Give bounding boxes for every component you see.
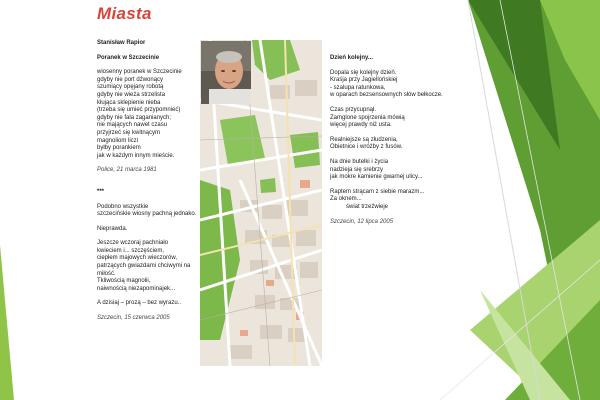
poem-line: Kraśja przy Jagiellońskiej	[330, 77, 398, 84]
poem-line: gdyby nie port dźwonący	[97, 76, 164, 83]
poem-line: Realniejsze są złudzenia,	[330, 136, 398, 143]
poem-line: Zamglone spojrzenia mówią	[330, 114, 405, 121]
poem-line: ciepłem majowych wieczorów,	[97, 255, 178, 262]
poem-line: Dopala się kolejny dzień.	[330, 69, 397, 76]
poem-line: magnoliom liczi	[97, 137, 139, 144]
poem-line: Na dnie butelki i życia	[330, 158, 389, 165]
poem-line: przyjrzeć się kwitnącym	[97, 129, 161, 136]
poem-line: naiwnością niezapominajek...	[97, 285, 176, 292]
slide-title: Miasta	[97, 4, 152, 23]
poem-line: A dzisiaj – prozą – bez wyrazu..	[97, 300, 182, 307]
poem-line: Nieprawda.	[97, 225, 128, 232]
poem-line: kłująca sklepienie nieba	[97, 99, 161, 106]
poem-line: gdyby nie wieża strzelista	[97, 91, 166, 98]
poem-line: Czas przycupnął.	[330, 106, 377, 113]
poem-line: Za oknem...	[330, 196, 362, 203]
poem-line: patrzących gwiazdami chciwymi na	[97, 263, 191, 270]
poem-title: Dzień kolejny...	[330, 55, 373, 61]
poem-line: gdyby nie fala zaganianych;	[97, 114, 172, 121]
poem-line: świat trzeźwieje	[346, 203, 389, 210]
poem-line: miłość.	[97, 270, 116, 277]
poem-line: Obietnice i wróżby z fusów.	[330, 144, 403, 151]
poem-author: Stanisław Rapior	[97, 40, 146, 46]
poem-line: - szalupa ratunkowa,	[330, 84, 386, 91]
left-green-sliver	[0, 245, 14, 400]
poem-line: (trzeba się umieć przypomnieć)	[97, 107, 181, 114]
poem-line: byłby porankiem	[97, 145, 141, 152]
poem-line: Podobno wszystkie	[97, 203, 149, 210]
poem-title: Poranek w Szczecinie	[97, 54, 160, 61]
poem-date: Szczecin, 12 lipca 2005	[330, 218, 394, 225]
poem-line: nadzieja się srebrzy	[330, 166, 384, 173]
poem-line: Jeszcze wczoraj pachniało	[97, 240, 169, 247]
poem-line: więcej prawdy niż usta.	[330, 122, 392, 129]
poem-separator: ***	[97, 188, 105, 195]
poem-line: szumiący opęjany robotą	[97, 84, 164, 91]
poem-line: nie mających nawet czasu	[97, 122, 168, 129]
poem-date: Szczecin, 15 czerwca 2005	[97, 315, 170, 322]
poem-line: szczecińskie wiosny pachną jednako.	[97, 211, 197, 218]
poem-line: kwieciem i... szczęściem,	[97, 247, 165, 254]
poem-date: Police, 21 marca 1981	[97, 167, 157, 174]
poem-line: wiosenny poranek w Szczecinie	[97, 69, 182, 76]
poem-line: Raptem strącam z siebie marazm...	[330, 188, 425, 195]
poem-line: w oparach bezsensownych słów bełkocze.	[330, 92, 443, 99]
poem-line: jak w każdym innym mieście.	[97, 152, 175, 159]
poem-line: Tkliwością magnolii,	[97, 278, 151, 285]
poem-line: jak mokre kamienie gwarnej ulicy...	[330, 174, 423, 181]
